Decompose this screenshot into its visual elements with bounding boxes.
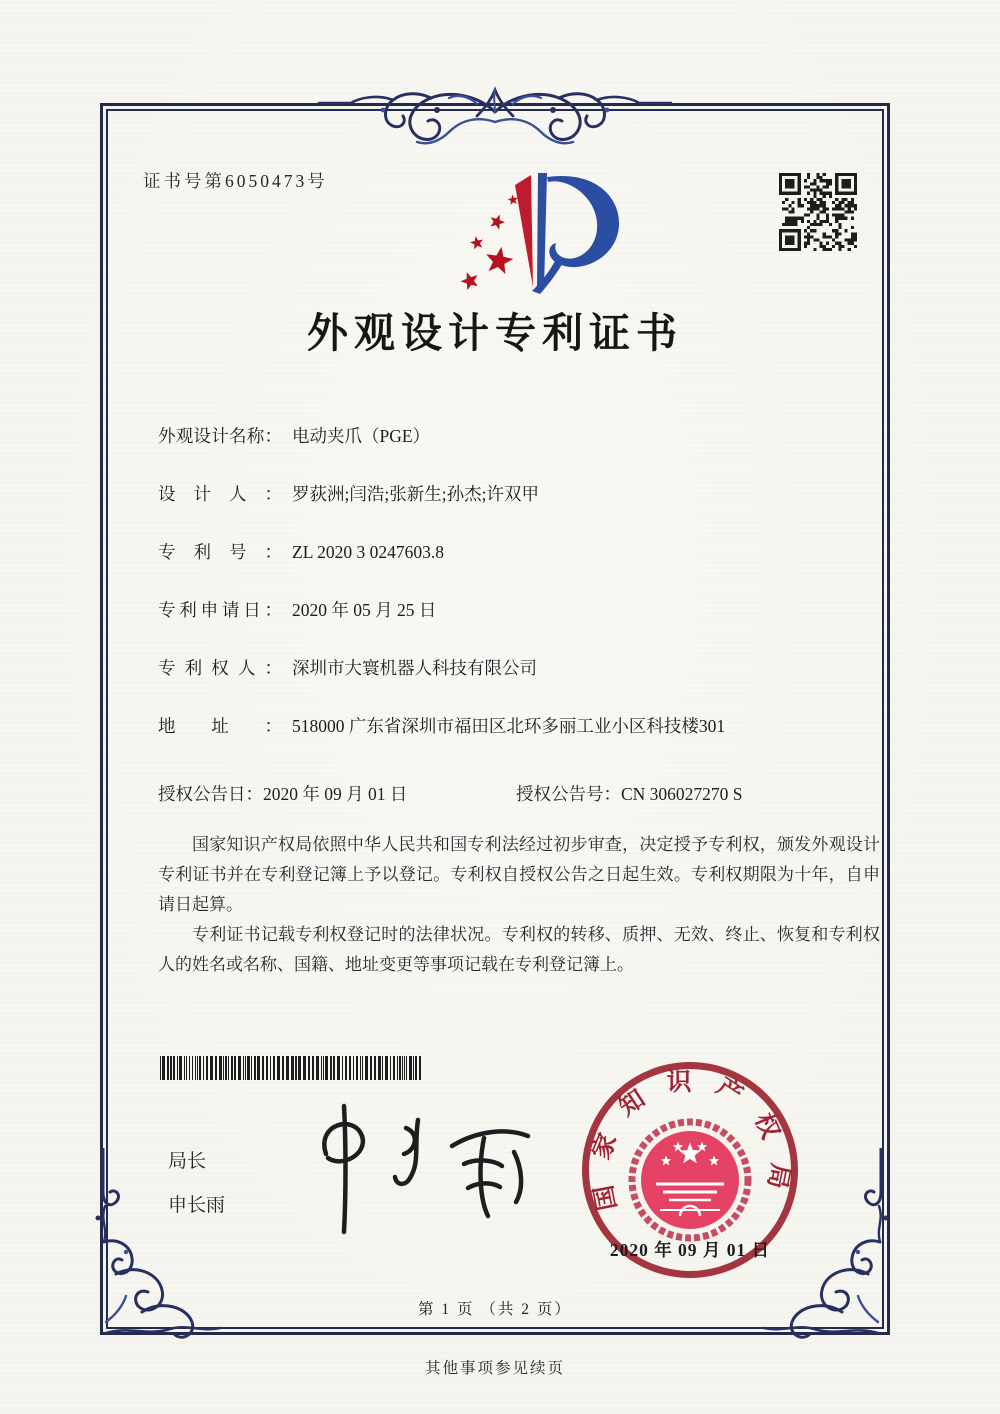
field-label: 地址： <box>158 716 282 736</box>
field-row-design-name <box>158 424 884 448</box>
commissioner-name: 申长雨 <box>168 1195 226 1216</box>
field-row-patentee <box>158 656 884 680</box>
commissioner-autograph-icon <box>288 1102 538 1237</box>
commissioner-title: 局长 <box>168 1151 207 1172</box>
cnipa-logo-icon <box>420 163 640 311</box>
top-border-dragon-ornament-icon <box>315 80 675 158</box>
national-emblem-icon <box>632 1122 748 1238</box>
continuation-note: 其他事项参见续页 <box>424 1360 565 1377</box>
field-value: 电动夹爪（PGE） <box>292 426 431 446</box>
page-number-info: 第 1 页 （共 2 页） <box>418 1301 572 1318</box>
grant-date-value: 2020 年 09 月 01 日 <box>263 784 408 804</box>
field-label: 专利权人： <box>158 658 282 678</box>
field-value: 2020 年 05 月 25 日 <box>292 600 437 620</box>
field-value: 罗荻洲;闫浩;张新生;孙杰;许双甲 <box>292 484 539 504</box>
field-label: 外观设计名称： <box>158 426 282 446</box>
seal-agency-text: 国家知识产权局 <box>586 1068 794 1213</box>
legal-paragraph-grant: 国家知识产权局依照中华人民共和国专利法经过初步审查，决定授予专利权，颁发外观设计专利证书并在专利登记簿上予以登记。专利权自授权公告之日起生效。专利权期限为十年，自申请日起算。 <box>158 835 880 914</box>
field-label: 专利号： <box>158 542 282 562</box>
certificate-number: 证书号第6050473号 <box>143 171 328 191</box>
field-row-address <box>158 714 884 738</box>
field-value: ZL 2020 3 0247603.8 <box>292 542 444 562</box>
seal-date: 2020 年 09 月 01 日 <box>609 1240 771 1260</box>
grant-date-label: 授权公告日： <box>158 784 263 804</box>
grant-number-label: 授权公告号： <box>516 784 621 804</box>
barcode-icon <box>160 1056 424 1080</box>
legal-text <box>158 830 880 980</box>
certificate-title: 外观设计专利证书 <box>307 310 683 356</box>
field-value: 深圳市大寰机器人科技有限公司 <box>292 658 537 678</box>
grant-number-value: CN 306027270 S <box>621 784 743 804</box>
legal-paragraph-register: 专利证书记载专利权登记时的法律状况。专利权的转移、质押、无效、终止、恢复和专利权人的姓名或名称、国籍、地址变更等事项记载在专利登记簿上。 <box>158 925 880 974</box>
field-label: 设计人： <box>158 484 282 504</box>
grant-announcement-row <box>158 782 884 806</box>
field-value: 518000 广东省深圳市福田区北环多丽工业小区科技楼301 <box>292 716 726 736</box>
field-label: 专利申请日： <box>158 600 282 620</box>
field-row-designers <box>158 482 884 506</box>
field-row-filing-date <box>158 598 884 622</box>
field-row-patent-number <box>158 540 884 564</box>
certificate-fields <box>158 424 884 772</box>
qr-code-icon <box>779 173 857 251</box>
